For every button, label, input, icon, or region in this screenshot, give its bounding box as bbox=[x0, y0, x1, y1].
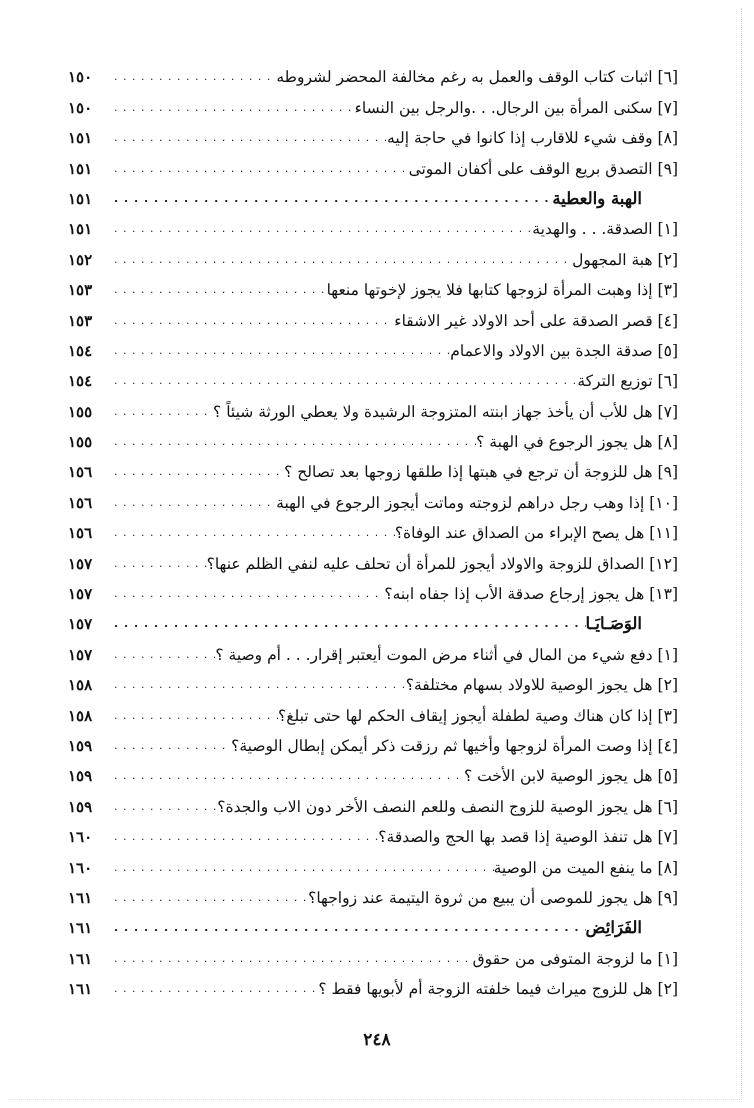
dot-leader bbox=[108, 123, 387, 153]
entry-number: [٩] bbox=[657, 159, 678, 178]
toc-entry bbox=[68, 275, 678, 305]
toc-entry bbox=[68, 518, 678, 548]
dot-leader bbox=[108, 913, 586, 943]
dot-leader bbox=[108, 731, 231, 761]
toc-entry bbox=[68, 427, 678, 457]
toc-entry bbox=[68, 214, 678, 244]
entry-number: [٩] bbox=[657, 888, 678, 907]
section-heading bbox=[68, 913, 678, 943]
dot-leader bbox=[108, 214, 532, 244]
entry-title: هل يجوز الرجوع في الهبة ؟ bbox=[476, 433, 653, 452]
toc-entry bbox=[68, 457, 678, 487]
dot-leader bbox=[108, 579, 384, 609]
entry-number: [٧] bbox=[657, 402, 678, 421]
toc-entry bbox=[68, 791, 678, 821]
entry-number: [١٠] bbox=[649, 493, 678, 512]
entry-page: ١٥١ bbox=[68, 159, 93, 178]
table-of-contents bbox=[68, 62, 678, 1004]
entry-title: الصداق للزوجة والاولاد أيجوز للمرأة أن تحلف عليه لنفي الظلم عنها؟ bbox=[206, 554, 645, 573]
dot-leader bbox=[108, 366, 577, 396]
toc-entry bbox=[68, 822, 678, 852]
entry-number: [٢] bbox=[657, 676, 678, 695]
dot-leader bbox=[108, 974, 318, 1004]
entry-title: هل يجوز الوصية لابن الأخت ؟ bbox=[463, 767, 653, 786]
entry-title: الهبة والعطية bbox=[552, 188, 642, 208]
entry-title: إذا وصت المرأة لزوجها وأخيها ثم رزقت ذكر أيمكن إبطال الوصية؟ bbox=[231, 736, 653, 755]
dot-leader bbox=[108, 184, 552, 214]
entry-title: الوَصَـايَـا bbox=[585, 614, 642, 634]
entry-number: [٧] bbox=[657, 98, 678, 117]
entry-page: ١٥٦ bbox=[68, 524, 93, 543]
dot-leader bbox=[108, 609, 586, 639]
entry-page: ١٥١ bbox=[68, 189, 93, 208]
toc-entry bbox=[68, 123, 678, 153]
dot-leader bbox=[108, 549, 207, 579]
dot-leader bbox=[108, 245, 572, 275]
dot-leader bbox=[108, 336, 450, 366]
entry-title: هل للزوجة أن ترجع في هبتها إذا طلقها زوجها بعد تصالح ؟ bbox=[284, 463, 653, 482]
entry-page: ١٥٣ bbox=[68, 281, 93, 300]
dot-leader bbox=[108, 853, 494, 883]
entry-title: الصدقة. . . والهدية bbox=[532, 220, 653, 239]
entry-number: [٦] bbox=[657, 797, 678, 816]
dot-leader bbox=[108, 427, 476, 457]
entry-number: [٥] bbox=[657, 341, 678, 360]
entry-number: [٦] bbox=[657, 68, 678, 87]
dot-leader bbox=[108, 306, 394, 336]
entry-number: [٨] bbox=[657, 433, 678, 452]
section-heading bbox=[68, 609, 678, 639]
entry-title: اثبات كتاب الوقف والعمل به رغم مخالفة المحضر لشروطه bbox=[276, 68, 653, 87]
entry-title: هل تنفذ الوصية إذا قصد بها الحج والصدقة؟ bbox=[378, 828, 653, 847]
dot-leader bbox=[108, 488, 276, 518]
entry-page: ١٥٧ bbox=[68, 585, 93, 604]
toc-entry bbox=[68, 883, 678, 913]
entry-number: [٥] bbox=[657, 767, 678, 786]
entry-number: [٣] bbox=[657, 281, 678, 300]
entry-page: ١٦٠ bbox=[68, 858, 93, 877]
entry-title: هل للزوج ميراث فيما خلفته الزوجة أم لأبويها فقط ؟ bbox=[318, 980, 653, 999]
entry-page: ١٥٩ bbox=[68, 797, 93, 816]
toc-entry bbox=[68, 670, 678, 700]
toc-entry bbox=[68, 852, 678, 882]
entry-page: ١٥٨ bbox=[68, 676, 93, 695]
toc-entry bbox=[68, 366, 678, 396]
entry-page: ١٥٢ bbox=[68, 250, 93, 269]
toc-entry bbox=[68, 396, 678, 426]
dot-leader bbox=[108, 822, 378, 852]
dot-leader bbox=[108, 701, 278, 731]
entry-number: [١] bbox=[657, 645, 678, 664]
entry-number: [٣] bbox=[657, 706, 678, 725]
entry-page: ١٥٠ bbox=[68, 68, 93, 87]
dot-leader bbox=[108, 275, 327, 305]
entry-page: ١٥٩ bbox=[68, 736, 93, 755]
entry-number: [١٢] bbox=[649, 554, 678, 573]
dot-leader bbox=[108, 518, 395, 548]
entry-title: هل يجوز للموصى أن يبيع من ثروة اليتيمة عند زواجها؟ bbox=[308, 888, 653, 907]
entry-title: هبة المجهول bbox=[572, 250, 653, 269]
entry-number: [١١] bbox=[649, 524, 678, 543]
toc-entry bbox=[68, 305, 678, 335]
section-heading bbox=[68, 184, 678, 214]
entry-page: ١٥٣ bbox=[68, 311, 93, 330]
entry-page: ١٥١ bbox=[68, 129, 93, 148]
toc-entry bbox=[68, 974, 678, 1004]
dot-leader bbox=[108, 93, 355, 123]
entry-page: ١٥٨ bbox=[68, 706, 93, 725]
toc-entry bbox=[68, 62, 678, 92]
entry-title: سكنى المرأة بين الرجال. . .والرجل بين النساء bbox=[354, 98, 653, 117]
entry-page: ١٥٦ bbox=[68, 493, 93, 512]
toc-entry bbox=[68, 153, 678, 183]
toc-entry bbox=[68, 639, 678, 669]
toc-entry bbox=[68, 943, 678, 973]
entry-number: [٨] bbox=[657, 129, 678, 148]
entry-number: [٦] bbox=[657, 372, 678, 391]
entry-number: [٩] bbox=[657, 463, 678, 482]
entry-page: ١٥٦ bbox=[68, 463, 93, 482]
dot-leader bbox=[108, 761, 464, 791]
entry-number: [٧] bbox=[657, 828, 678, 847]
entry-number: [٨] bbox=[657, 858, 678, 877]
entry-title: هل يجوز الوصية للزوج النصف وللعم النصف الأخر دون الاب والجدة؟ bbox=[217, 797, 653, 816]
entry-title: ما ينفع الميت من الوصية bbox=[493, 858, 653, 877]
dot-leader bbox=[108, 640, 215, 670]
entry-page: ١٦١ bbox=[68, 980, 93, 999]
entry-number: [٢] bbox=[657, 980, 678, 999]
entry-page: ١٦١ bbox=[68, 888, 93, 907]
toc-entry bbox=[68, 700, 678, 730]
entry-page: ١٥٥ bbox=[68, 433, 93, 452]
entry-number: [٢] bbox=[657, 250, 678, 269]
entry-page: ١٥٥ bbox=[68, 402, 93, 421]
entry-title: صدقة الجدة بين الاولاد والاعمام bbox=[450, 341, 653, 360]
entry-page: ١٥١ bbox=[68, 220, 93, 239]
dot-leader bbox=[108, 457, 284, 487]
entry-number: [٤] bbox=[657, 311, 678, 330]
entry-title: هل يصح الإبراء من الصداق عند الوفاة؟ bbox=[394, 524, 645, 543]
dot-leader bbox=[108, 792, 217, 822]
toc-entry bbox=[68, 336, 678, 366]
entry-number: [٤] bbox=[657, 736, 678, 755]
dot-leader bbox=[108, 944, 473, 974]
entry-page: ١٥٧ bbox=[68, 645, 93, 664]
entry-title: هل للأب أن يأخذ جهاز ابنته المتزوجة الرشيدة ولا يعطي الورثة شيئاً ؟ bbox=[213, 402, 653, 421]
toc-entry bbox=[68, 92, 678, 122]
toc-entry bbox=[68, 731, 678, 761]
entry-page: ١٥٧ bbox=[68, 615, 93, 634]
toc-entry bbox=[68, 548, 678, 578]
entry-title: إذا وهب رجل دراهم لزوجته وماتت أيجوز الرجوع في الهبة bbox=[276, 493, 645, 512]
toc-entry bbox=[68, 487, 678, 517]
entry-page: ١٥٠ bbox=[68, 98, 93, 117]
toc-entry bbox=[68, 579, 678, 609]
entry-number: [١] bbox=[657, 949, 678, 968]
entry-title: إذا وهبت المرأة لزوجها كتابها فلا يجوز لإخوتها منعها bbox=[326, 281, 653, 300]
entry-page: ١٥٧ bbox=[68, 554, 93, 573]
entry-title: ما لزوجة المتوفى من حقوق bbox=[472, 949, 653, 968]
toc-entry bbox=[68, 244, 678, 274]
entry-title: إذا كان هناك وصية لطفلة أيجوز إيقاف الحكم لها حتى تبلغ؟ bbox=[277, 706, 653, 725]
entry-title: هل يجوز الوصية للاولاد بسهام مختلفة؟ bbox=[405, 676, 653, 695]
toc-entry bbox=[68, 761, 678, 791]
entry-page: ١٥٩ bbox=[68, 767, 93, 786]
entry-page: ١٥٤ bbox=[68, 341, 93, 360]
entry-page: ١٥٤ bbox=[68, 372, 93, 391]
entry-page: ١٦١ bbox=[68, 949, 93, 968]
entry-title: توزيع التركة bbox=[577, 372, 653, 391]
entry-title: دفع شيء من المال في أثناء مرض الموت أيعتبر إقرار. . . أم وصية ؟ bbox=[215, 645, 653, 664]
entry-title: الفَرَائِض bbox=[585, 918, 642, 938]
dot-leader bbox=[108, 883, 308, 913]
entry-page: ١٦٠ bbox=[68, 828, 93, 847]
entry-number: [١] bbox=[657, 220, 678, 239]
dot-leader bbox=[108, 62, 276, 92]
page-number: ٢٤٨ bbox=[363, 1030, 391, 1050]
dot-leader bbox=[108, 670, 406, 700]
entry-title: وقف شيء للاقارب إذا كانوا في حاجة إليه bbox=[387, 129, 653, 148]
entry-title: قصر الصدقة على أحد الاولاد غير الاشقاء bbox=[394, 311, 653, 330]
entry-title: هل يجوز إرجاع صدقة الأب إذا جفاه ابنه؟ bbox=[384, 585, 645, 604]
entry-title: التصدق بريع الوقف على أكفان الموتى bbox=[408, 159, 653, 178]
dot-leader bbox=[108, 397, 213, 427]
entry-page: ١٦١ bbox=[68, 919, 93, 938]
dot-leader bbox=[108, 154, 409, 184]
entry-number: [١٣] bbox=[649, 585, 678, 604]
